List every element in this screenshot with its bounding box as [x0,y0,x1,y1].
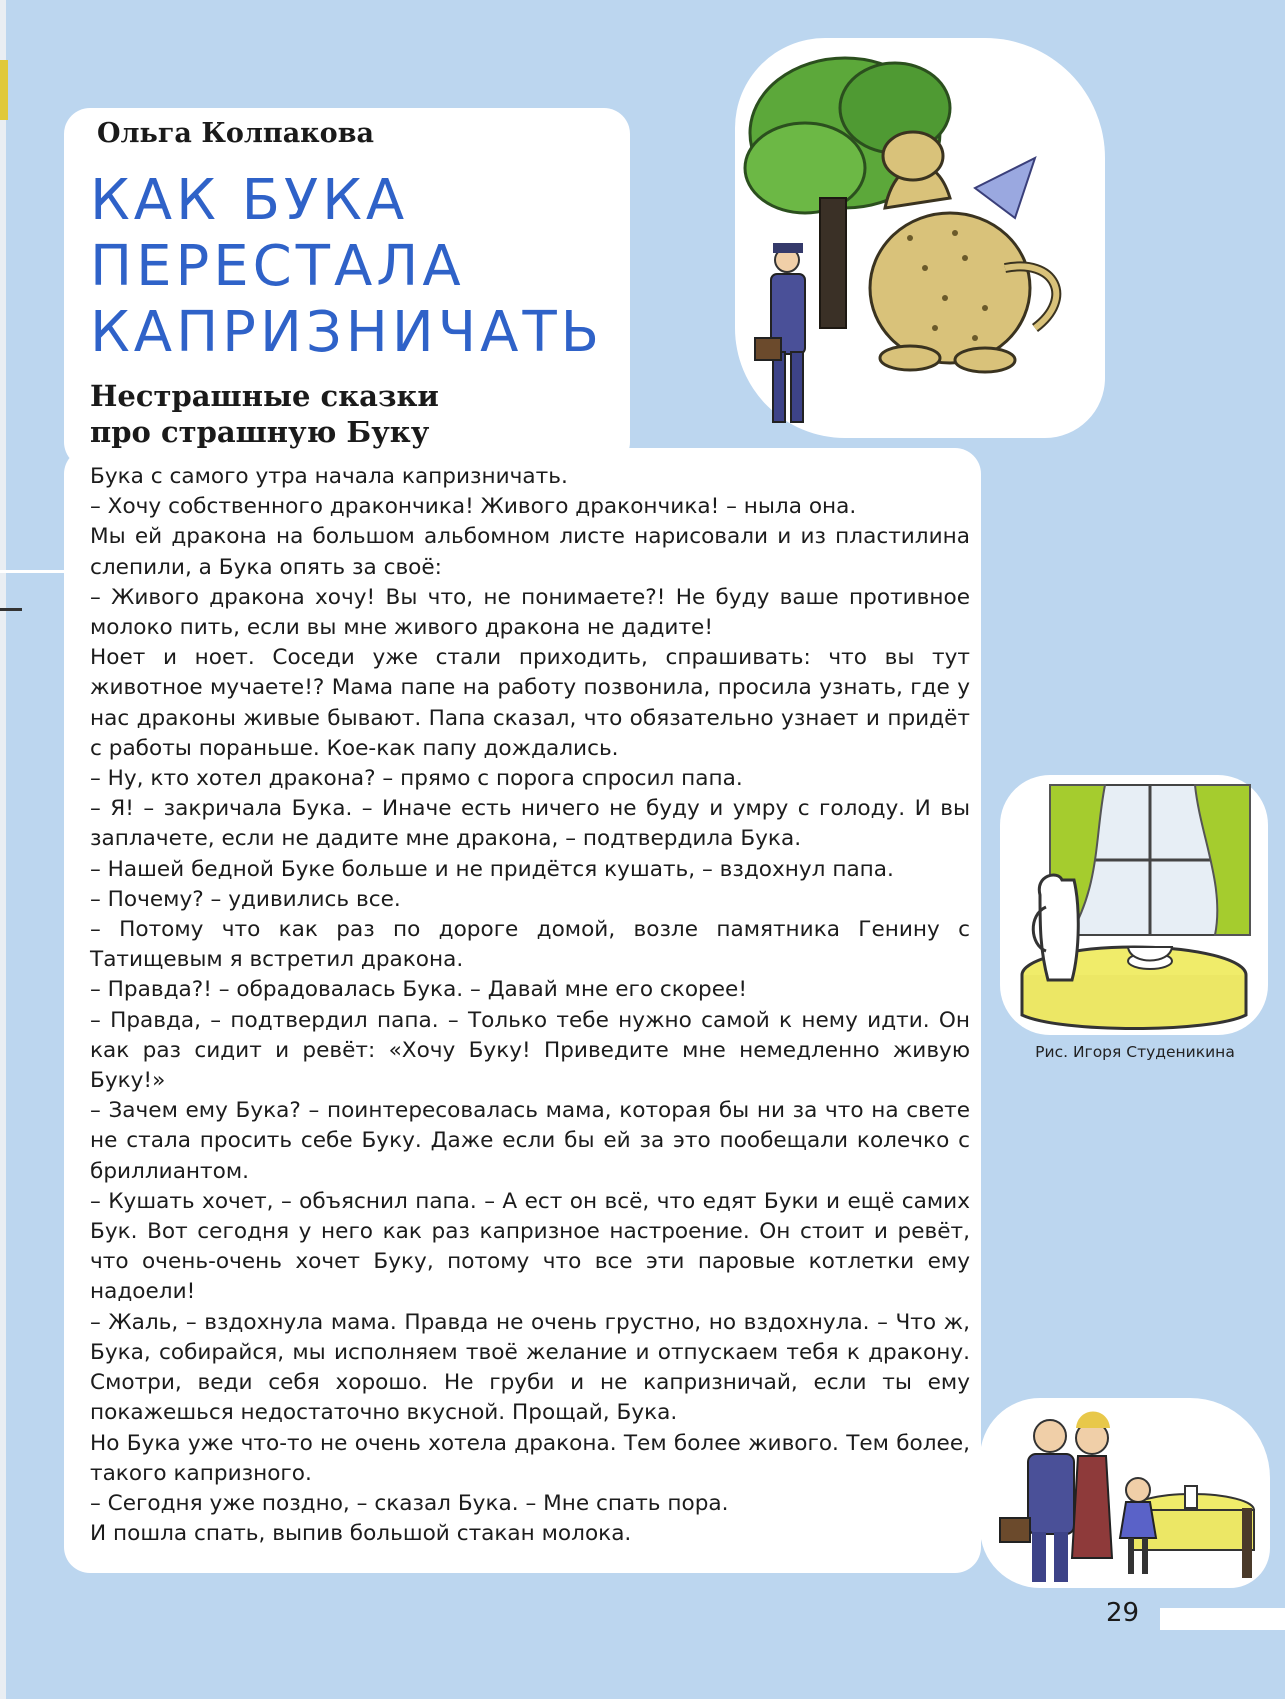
story-subtitle [90,378,439,450]
edge-dash [0,608,22,611]
story-paragraph: – Потому что как раз по дороге домой, возле памятника Генину с Татищевым я встретил дракона. [90,917,970,973]
illustration-credit: Рис. Игоря Студеникина [1035,1043,1235,1061]
story-paragraph: – Зачем ему Бука? – поинтересовалась мама, которая бы ни за что на свете не стала просить себе Буку. Даже если бы ей за это пообещали колечко с бриллиантом. [90,1098,970,1184]
story-paragraph: – Правда?! – обрадовалась Бука. – Давай мне его скорее! [90,977,747,1003]
story-paragraph: Ноет и ноет. Соседи уже стали приходить, спрашивать: что вы тут животное мучаете!? Мама папе на работу позвонила, просила узнать, где у нас драконы живые бывают. Папа сказал, что обязательно узнает и придёт с работы пораньше. Кое-как папу дождались. [90,645,970,761]
story-paragraph: – Ну, кто хотел дракона? – прямо с порога спросил папа. [90,766,743,792]
table-window-drawing [1000,775,1268,1035]
story-paragraph: – Сегодня уже поздно, – сказал Бука. – Мне спать пора. [90,1490,729,1516]
story-paragraph: Бука с самого утра начала капризничать. [90,464,568,489]
subtitle-line-2: про страшную Буку [90,415,430,449]
story-paragraph: – Жаль, – вздохнула мама. Правда не очень грустно, но вздохнула. – Что ж, Бука, собирайся, мы исполняем твоё желание и отпускаем тебя к дракону. Смотри, веди себя хорошо. Не груби и не капризничай, если ты ему покажешься недостаточно вкусной. Прощай, Бука. [90,1309,970,1426]
story-paragraph: – Хочу собственного дракончика! Живого дракончика! – ныла она. [90,494,857,520]
story-paragraph: – Нашей бедной Буке больше и не придётся кушать, – вздохнул папа. [90,856,894,882]
story-paragraph: Мы ей дракона на большом альбомном листе нарисовали и из пластилина слепили, а Бука опять за своё: [90,524,970,580]
story-paragraph: – Кушать хочет, – объяснил папа. – А ест он всё, что едят Буки и ещё самих Бук. Вот сегодня у него как раз капризное настроение. Он стоит и ревёт, что очень-очень хочет Буку, потому что все эти паровые котлетки ему надоели! [90,1188,970,1305]
page-edge [0,0,6,1699]
story-paragraph: – Правда, – подтвердил папа. – Только тебе нужно самой к нему идти. Он как раз сидит и ревёт: «Хочу Буку! Приведите мне немедленно живую Буку!» [90,1007,970,1094]
family-illustration [980,1398,1270,1588]
title-line-1: КАК БУКА [90,168,409,233]
title-line-2: ПЕРЕСТАЛА [90,234,465,299]
story-paragraph: – Я! – закричала Бука. – Иначе есть ничего не буду и умру с голоду. И вы заплачете, если не дадите мне дракона, – подтвердила Бука. [90,796,970,852]
page-number: 29 [1106,1598,1140,1628]
subtitle-line-1: Нестрашные сказки [90,379,439,413]
cut-line [0,570,70,573]
dragon-tree-illustration [735,38,1105,438]
title-line-3: КАПРИЗНИЧАТЬ [90,300,604,365]
edge-color-mark [0,60,8,120]
story-text [90,462,970,1549]
story-title [90,168,603,366]
dragon-tree-drawing [735,38,1105,438]
table-window-illustration [1000,775,1268,1035]
story-paragraph: – Живого дракона хочу! Вы что, не понимаете?! Не буду ваше противное молоко пить, если вы мне живого дракона не дадите! [90,584,970,641]
family-drawing [980,1398,1270,1588]
author-name: Ольга Колпакова [97,118,374,149]
story-paragraph: – Почему? – удивились все. [90,886,401,912]
story-paragraph: И пошла спать, выпив большой стакан молока. [90,1521,632,1547]
story-paragraph: Но Бука уже что-то не очень хотела дракона. Тем более живого. Тем более, такого капризного. [90,1430,970,1486]
page-number-tab [1160,1608,1285,1630]
